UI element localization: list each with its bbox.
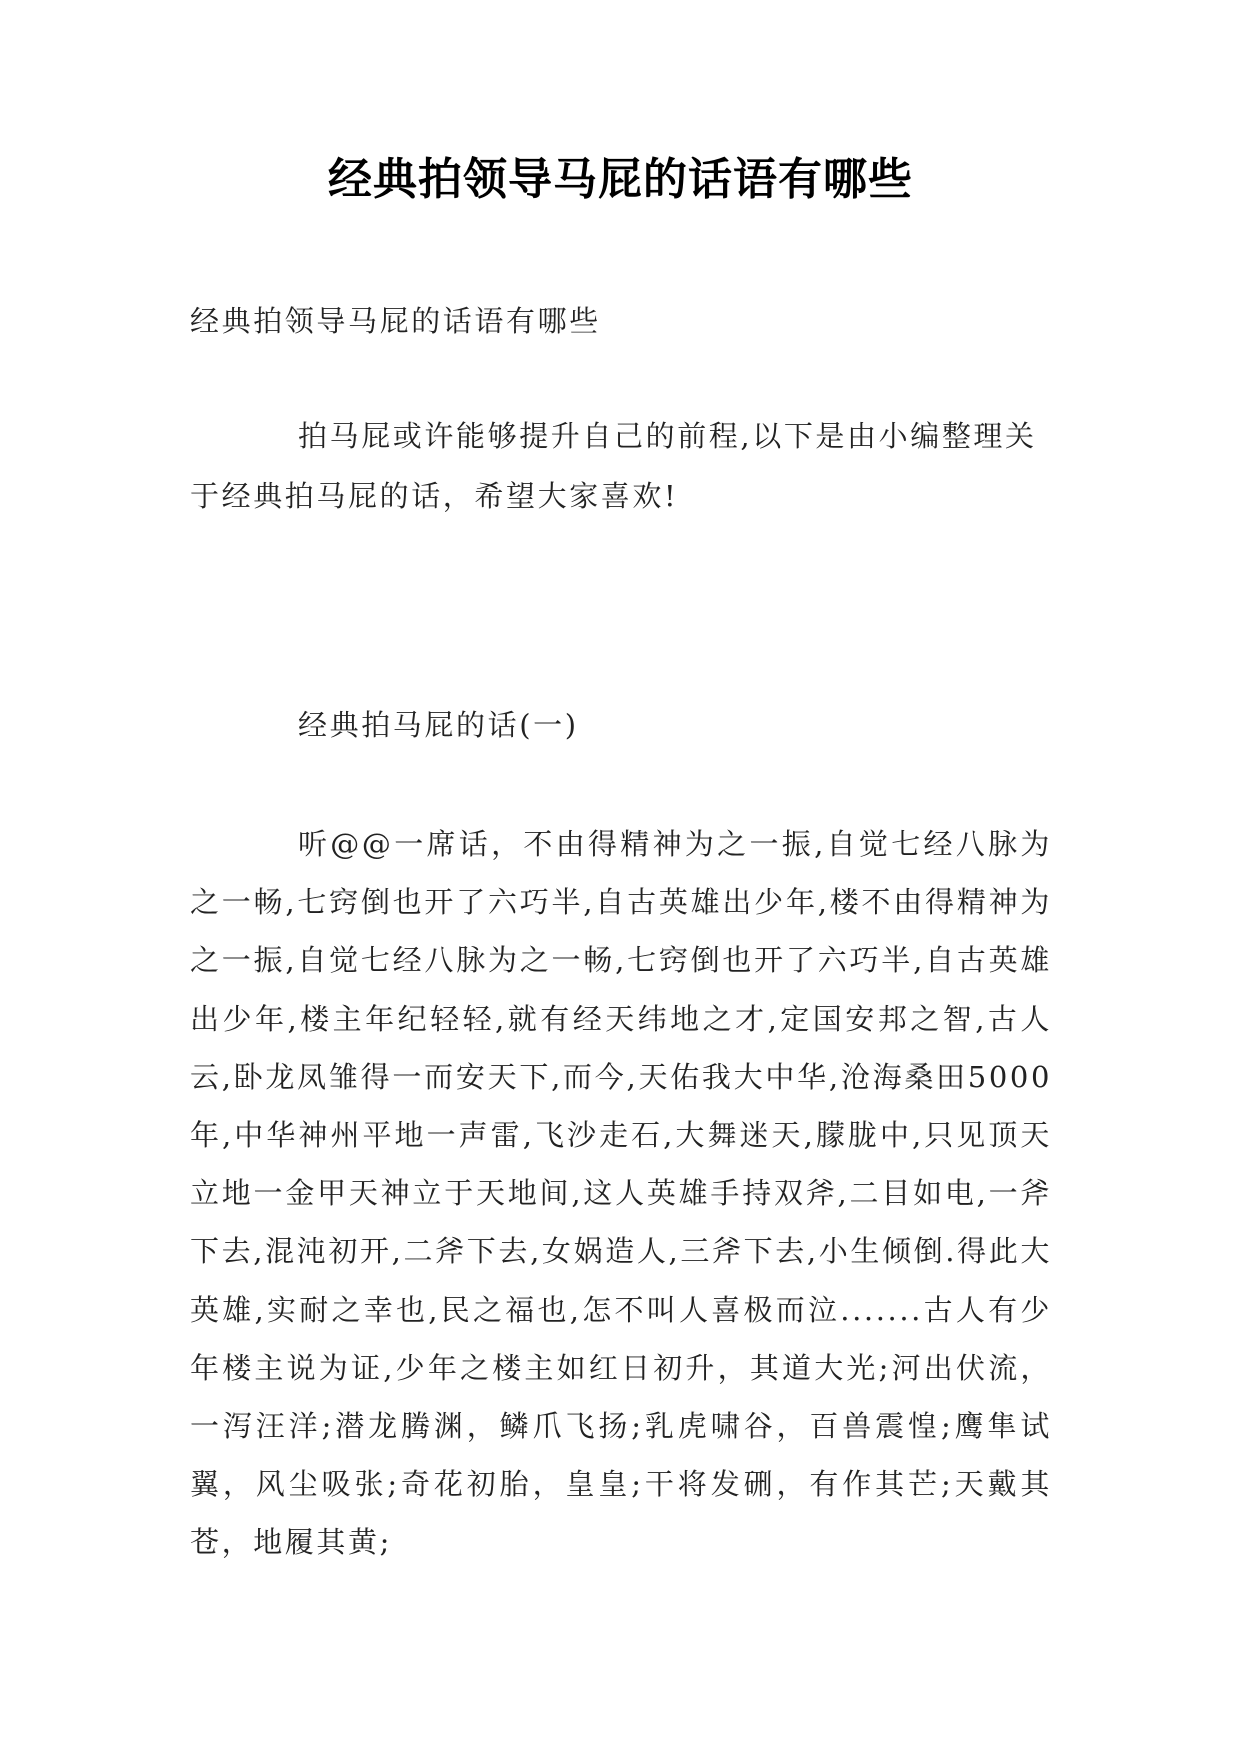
document-subtitle: 经典拍领导马屁的话语有哪些 bbox=[190, 304, 601, 338]
document-title: 经典拍领导马屁的话语有哪些 bbox=[328, 154, 913, 205]
body-paragraph: 听@@一席话，不由得精神为之一振,自觉七经八脉为之一畅,七窍倒也开了六巧半,自古英雄出少年,楼不由得精神为之一振,自觉七经八脉为之一畅,七窍倒也开了六巧半,自古英雄出少年,楼主年纪轻轻,就有经天纬地之才,定国安邦之智,古人云,卧龙凤雏得一而安天下,而今,天佑我大中华,沧海桑田5000年,中华神州平地一声雷,飞沙走石,大舞迷天,朦胧中,只见顶天立地一金甲天神立于天地间,这人英雄手持双斧,二目如电,一斧下去,混沌初开,二斧下去,女娲造人,三斧下去,小生倾倒.得此大英雄,实耐之幸也,民之福也,怎不叫人喜极而泣.......古人有少年楼主说为证,少年之楼主如红日初升，其道大光;河出伏流，一泻汪洋;潜龙腾渊，鳞爪飞扬;乳虎啸谷，百兽震惶;鹰隼试翼，风尘吸张;奇花初胎，皇皇;干将发硎，有作其芒;天戴其苍，地履其黄; bbox=[190, 827, 1052, 1560]
intro-paragraph: 拍马屁或许能够提升自己的前程,以下是由小编整理关于经典拍马屁的话，希望大家喜欢! bbox=[190, 419, 1037, 513]
section-heading: 经典拍马屁的话(一) bbox=[298, 708, 579, 742]
